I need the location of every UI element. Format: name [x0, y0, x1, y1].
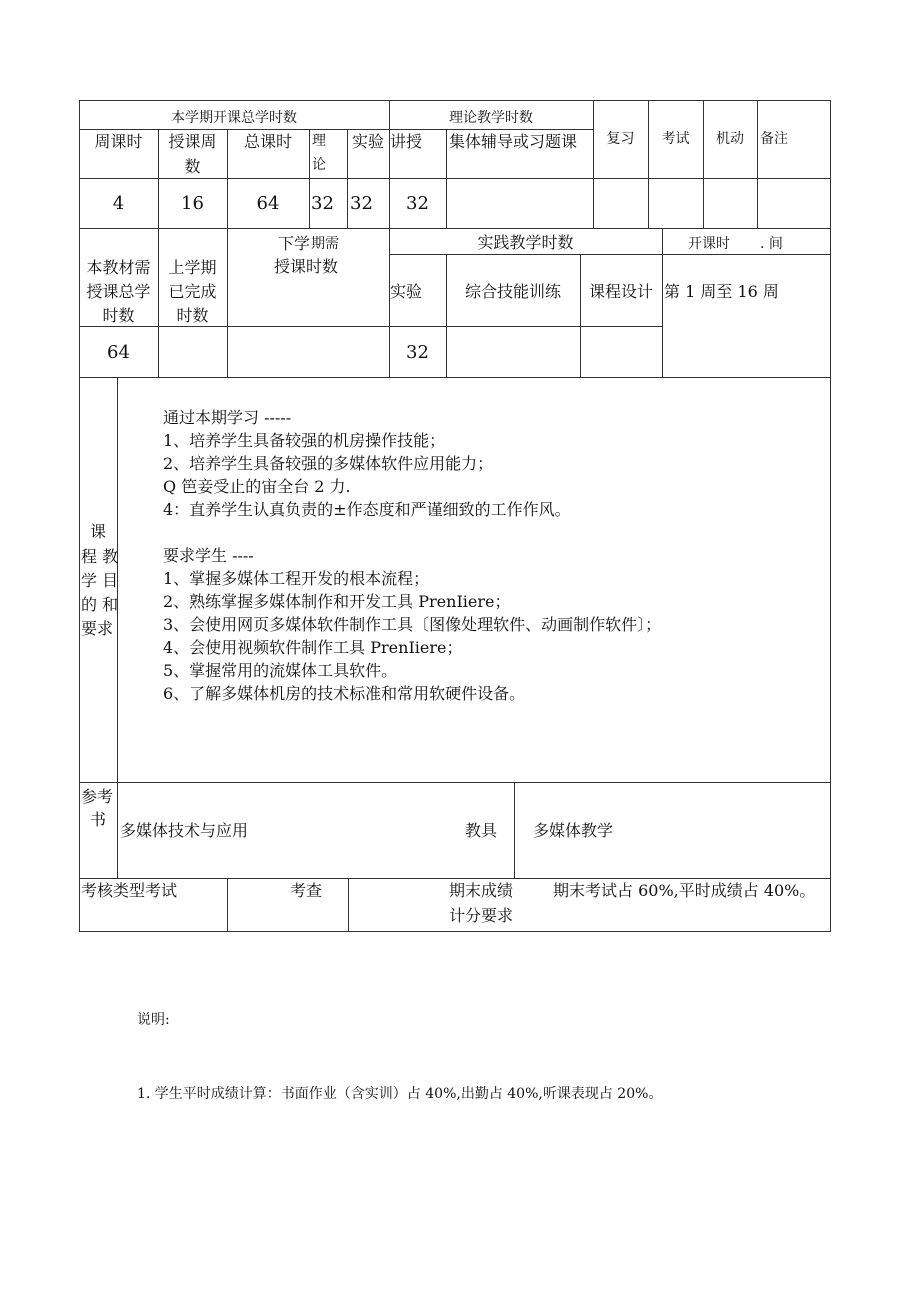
theory-value: 32 — [311, 193, 334, 214]
teaching-weeks-header-2: 数 — [184, 157, 201, 176]
next-term-header-1b: 期需 — [311, 236, 339, 252]
total-hours-value: 64 — [256, 193, 280, 214]
lecture-header: 讲授 — [390, 132, 423, 151]
lab-value: 32 — [350, 193, 373, 214]
textbook-hours-value: 64 — [107, 342, 130, 363]
textbook-hours-header-3: 时数 — [102, 306, 135, 325]
practice-lab-value: 32 — [406, 342, 429, 363]
purpose-line: 通过本期学习 ----- — [163, 408, 292, 427]
next-term-header-2: 授课时数 — [274, 257, 339, 276]
purpose-label-1: 课 — [90, 522, 107, 541]
theory-hours-title: 理论教学时数 — [449, 110, 533, 126]
purpose-line: 要求学生 ---- — [163, 546, 254, 565]
course-design-header: 课程设计 — [588, 282, 653, 301]
notes-item-1: 1. 学生平时成绩计算：书面作业（含实训）占 40%,出勤占 40%,听课表现占 20%。 — [137, 1086, 663, 1102]
prev-term-header-3: 时数 — [176, 306, 209, 325]
prev-term-header-2: 已完成 — [168, 282, 217, 301]
theory-header-2: 论 — [312, 157, 326, 173]
reference-label-1: 参考 — [81, 787, 114, 806]
weekly-hours-header: 周课时 — [94, 132, 143, 151]
lab-header: 实验 — [352, 132, 385, 151]
textbook-hours-header-2: 授课总学 — [86, 282, 151, 301]
purpose-label-3: 学 目 — [81, 571, 119, 590]
purpose-text — [163, 406, 823, 705]
purpose-line: 3、会使用网页多媒体软件制作工具〔图像处理软件、动画制作软件〕； — [163, 615, 662, 634]
assessment-type: 考核类型考试 — [81, 881, 178, 900]
schedule-weeks: 第 1 周至 16 周 — [664, 282, 779, 301]
schedule-header-b: . 间 — [760, 236, 783, 252]
assessment-check: 考查 — [290, 881, 323, 900]
exam-header: 考试 — [661, 131, 690, 147]
purpose-line: 4：直养学生认真负责的±作态度和严谨细致的工作作风。 — [163, 500, 571, 519]
purpose-line: 6、了解多媒体机房的技术标准和常用软硬件设备。 — [163, 684, 526, 703]
teaching-weeks-value: 16 — [181, 193, 204, 214]
purpose-line: 1、掌握多媒体工程开发的根本流程； — [163, 569, 430, 588]
textbook-hours-header-1: 本教材需 — [86, 258, 151, 277]
grading-requirement: 期末考试占 60%,平时成绩占 40%。 — [553, 881, 816, 900]
grading-label-1: 期末成绩 — [449, 881, 514, 900]
grading-label-2: 计分要求 — [449, 906, 514, 925]
practice-lab-header: 实验 — [390, 282, 423, 301]
purpose-line: 2、培养学生具备较强的多媒体软件应用能力； — [163, 454, 494, 473]
total-hours-header: 总课时 — [243, 132, 292, 151]
purpose-label-4: 的 和 — [81, 595, 119, 614]
reference-book: 多媒体技术与应用 — [120, 821, 249, 840]
schedule-header-a: 开课时 — [688, 236, 730, 252]
theory-header-1: 理 — [312, 133, 326, 149]
lecture-value: 32 — [406, 193, 429, 214]
weekly-hours-value: 4 — [112, 193, 125, 214]
remarks-header: 备注 — [760, 131, 788, 147]
teaching-tools-label: 教具 — [465, 821, 498, 840]
purpose-line — [163, 521, 823, 544]
next-term-header-1a: 下学 — [278, 234, 311, 253]
purpose-line: 2、熟练掌握多媒体制作和开发工具 PrenIiere； — [163, 592, 511, 611]
reference-label-2: 书 — [90, 810, 107, 829]
tutorial-header: 集体辅导或习题课 — [449, 132, 578, 151]
purpose-line: 1、培养学生具备较强的机房操作技能； — [163, 431, 446, 450]
teaching-weeks-header-1: 授课周 — [168, 132, 217, 151]
practice-hours-title: 实践教学时数 — [477, 233, 574, 252]
review-header: 复习 — [606, 131, 635, 147]
skills-training-header: 综合技能训练 — [464, 282, 561, 301]
purpose-line: 5、掌握常用的流媒体工具软件。 — [163, 661, 398, 680]
purpose-line: Q 笆妾受止的宙全台 2 力. — [163, 477, 351, 496]
notes-title: 说明: — [137, 1012, 170, 1028]
teaching-tools-value: 多媒体教学 — [533, 821, 614, 840]
prev-term-header-1: 上学期 — [168, 258, 217, 277]
total-hours-title: 本学期开课总学时数 — [171, 110, 297, 126]
purpose-label-5: 要求 — [81, 619, 114, 638]
purpose-line: 4、会使用视频软件制作工具 PrenIiere； — [163, 638, 463, 657]
flexible-header: 机动 — [716, 131, 744, 147]
purpose-label-2: 程 教 — [81, 547, 119, 566]
